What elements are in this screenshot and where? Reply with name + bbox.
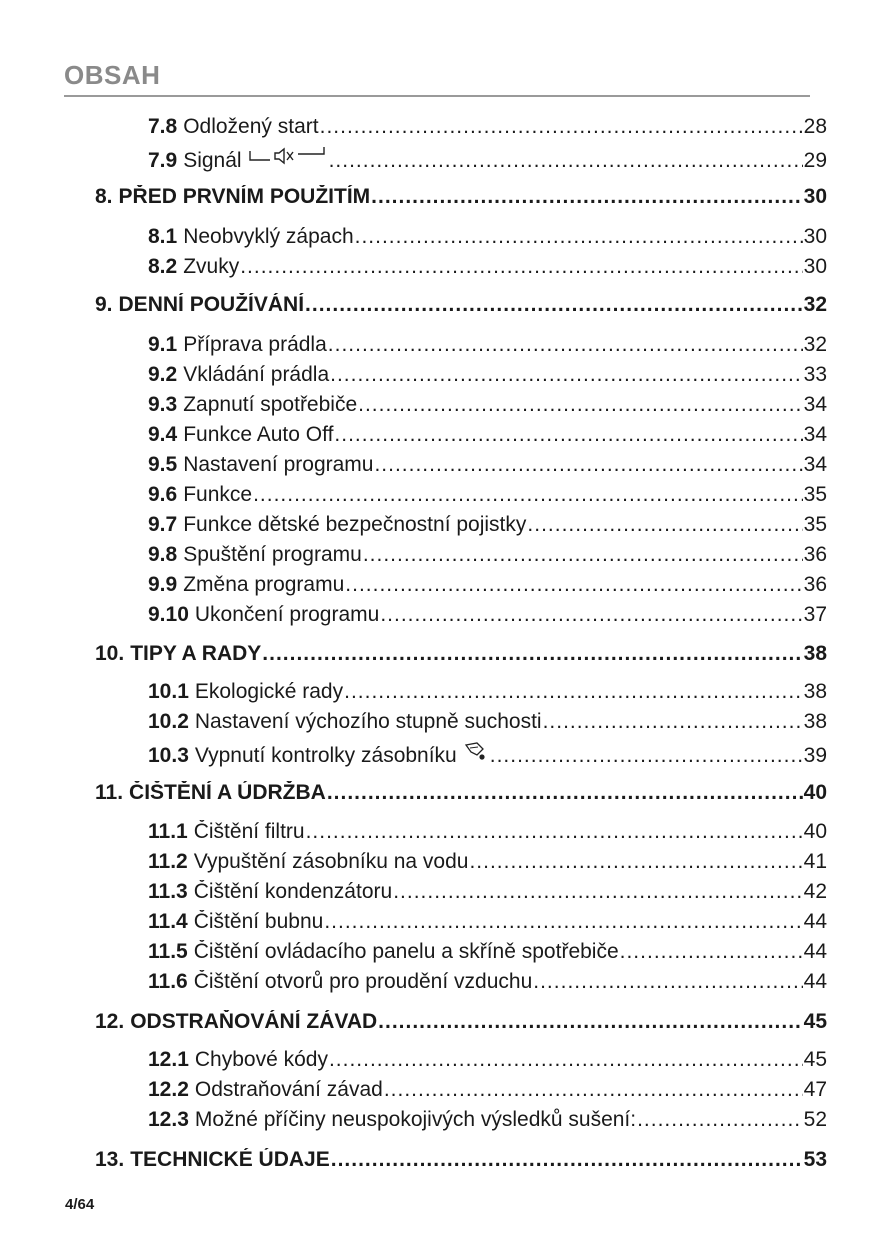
toc-number: 9. xyxy=(95,293,113,316)
toc-entry-row[interactable] xyxy=(148,680,827,704)
toc-number: 9.5 xyxy=(148,453,178,476)
dot-leader xyxy=(469,850,802,874)
dot-leader xyxy=(253,483,803,507)
toc-entry-row[interactable] xyxy=(148,513,827,537)
dot-leader xyxy=(637,1108,803,1132)
toc-page-number: 44 xyxy=(803,940,827,963)
dot-leader xyxy=(327,781,803,805)
toc-page-number: 36 xyxy=(803,573,827,596)
toc-entry-row[interactable] xyxy=(148,603,827,627)
toc-number: 10.2 xyxy=(148,710,189,733)
toc-entry-row[interactable] xyxy=(148,225,827,249)
toc-title: TECHNICKÉ ÚDAJE xyxy=(130,1148,330,1171)
toc-number: 12.2 xyxy=(148,1078,189,1101)
dot-leader xyxy=(527,513,802,537)
toc-entry-row[interactable] xyxy=(148,940,827,964)
toc-page-number: 30 xyxy=(803,185,827,208)
toc-entry-row[interactable] xyxy=(148,740,827,768)
toc-title: Příprava prádla xyxy=(183,333,327,356)
toc-page-number: 29 xyxy=(803,149,827,172)
toc-title: Čištění otvorů pro proudění vzduchu xyxy=(193,970,533,993)
toc-page-number: 32 xyxy=(803,333,827,356)
toc-title: PŘED PRVNÍM POUŽITÍM xyxy=(118,185,371,208)
toc-number: 9.7 xyxy=(148,513,178,536)
toc-number: 9.8 xyxy=(148,543,178,566)
toc-entry-row[interactable] xyxy=(148,483,827,507)
toc-entry-row[interactable] xyxy=(148,423,827,447)
toc-number: 11.5 xyxy=(148,940,188,963)
toc-section-row[interactable] xyxy=(95,185,827,209)
toc-number: 9.3 xyxy=(148,393,178,416)
dot-leader xyxy=(371,185,802,209)
toc-entry-row[interactable] xyxy=(148,880,827,904)
toc-number: 10.3 xyxy=(148,744,189,767)
dot-leader xyxy=(306,820,803,844)
toc-entry-row[interactable] xyxy=(148,970,827,994)
toc-title: Možné příčiny neuspokojivých výsledků sušení: xyxy=(194,1108,637,1131)
toc-title: Chybové kódy xyxy=(194,1048,328,1071)
toc-title: Čištění filtru xyxy=(193,820,305,843)
header-title: OBSAH xyxy=(64,60,161,90)
toc-page-number: 53 xyxy=(803,1148,827,1171)
toc-number: 7.9 xyxy=(148,149,178,172)
toc-page-number: 47 xyxy=(803,1078,827,1101)
dot-leader xyxy=(393,880,802,904)
dot-leader xyxy=(240,255,802,279)
toc-entry-row[interactable] xyxy=(148,393,827,417)
toc-title: Odložený start xyxy=(183,115,319,138)
toc-title: Vypuštění zásobníku na vodu xyxy=(193,850,469,873)
dot-leader xyxy=(355,225,803,249)
toc-number: 11.4 xyxy=(148,910,188,933)
dot-leader xyxy=(320,115,803,139)
toc-entry-row[interactable] xyxy=(148,145,827,173)
toc-page-number: 38 xyxy=(803,710,827,733)
toc-title: Vkládání prádla xyxy=(183,363,330,386)
toc-entry-row[interactable] xyxy=(148,1108,827,1132)
dot-leader xyxy=(384,1078,803,1102)
toc-page-number: 30 xyxy=(803,255,827,278)
toc-number: 11.2 xyxy=(148,850,188,873)
toc-number: 11.3 xyxy=(148,880,188,903)
toc-page-number: 38 xyxy=(803,680,827,703)
toc-title: Odstraňování závad xyxy=(194,1078,383,1101)
toc-number: 8.2 xyxy=(148,255,178,278)
toc-title: Ukončení programu xyxy=(194,603,380,626)
toc-number: 12.1 xyxy=(148,1048,189,1071)
toc-page-number: 36 xyxy=(803,543,827,566)
toc-entry-row[interactable] xyxy=(148,850,827,874)
toc-number: 9.6 xyxy=(148,483,178,506)
toc-section-row[interactable] xyxy=(95,1010,827,1034)
toc-page-number: 45 xyxy=(803,1010,827,1033)
toc-entry-row[interactable] xyxy=(148,543,827,567)
toc-title: TIPY A RADY xyxy=(130,642,262,665)
toc-title: Zapnutí spotřebiče xyxy=(183,393,358,416)
toc-number: 9.4 xyxy=(148,423,178,446)
toc-page-number: 34 xyxy=(803,453,827,476)
dot-leader xyxy=(533,970,802,994)
dot-leader xyxy=(380,603,802,627)
toc-page-number: 44 xyxy=(803,970,827,993)
toc-entry-row[interactable] xyxy=(148,255,827,279)
toc-number: 12. xyxy=(95,1010,125,1033)
toc-page-number: 38 xyxy=(803,642,827,665)
toc-page-number: 34 xyxy=(803,393,827,416)
sound-off-icon xyxy=(248,145,328,173)
toc-page-number: 40 xyxy=(803,820,827,843)
toc-title: Signál xyxy=(183,149,242,172)
dot-leader xyxy=(344,680,803,704)
dot-leader xyxy=(345,573,802,597)
toc-section-row[interactable] xyxy=(95,642,827,666)
toc-number: 7.8 xyxy=(148,115,178,138)
toc-title: Spuštění programu xyxy=(183,543,362,566)
toc-page-number: 44 xyxy=(803,910,827,933)
toc-title: Ekologické rady xyxy=(194,680,344,703)
toc-number: 9.1 xyxy=(148,333,178,356)
toc-entry-row[interactable] xyxy=(148,333,827,357)
toc-page-number: 37 xyxy=(803,603,827,626)
toc-page-number: 39 xyxy=(803,744,827,767)
toc-page-number: 45 xyxy=(803,1048,827,1071)
toc-page-number: 32 xyxy=(803,293,827,316)
toc-number: 10.1 xyxy=(148,680,189,703)
toc-number: 9.10 xyxy=(148,603,189,626)
toc-number: 11.6 xyxy=(148,970,188,993)
dot-leader xyxy=(358,393,803,417)
toc-number: 9.9 xyxy=(148,573,178,596)
dot-leader xyxy=(490,744,803,768)
toc-number: 11. xyxy=(95,781,124,804)
toc-entry-row[interactable] xyxy=(148,820,827,844)
toc-title: Čištění kondenzátoru xyxy=(193,880,393,903)
dot-leader xyxy=(329,1048,803,1072)
toc-title: Čištění bubnu xyxy=(193,910,324,933)
toc-section-row[interactable] xyxy=(95,1148,827,1172)
dot-leader xyxy=(330,363,803,387)
toc-number: 12.3 xyxy=(148,1108,189,1131)
toc-entry-row[interactable] xyxy=(148,710,827,734)
toc-title: Funkce xyxy=(183,483,253,506)
toc-page-number: 52 xyxy=(803,1108,827,1131)
dot-leader xyxy=(620,940,803,964)
dot-leader xyxy=(329,149,803,173)
toc-page-number: 40 xyxy=(803,781,827,804)
toc-page-number: 42 xyxy=(803,880,827,903)
toc-title: Nastavení programu xyxy=(183,453,374,476)
toc-title: Čištění ovládacího panelu a skříně spotřebiče xyxy=(193,940,619,963)
toc-page-number: 35 xyxy=(803,513,827,536)
toc-entry-row[interactable] xyxy=(148,363,827,387)
dot-leader xyxy=(305,293,803,317)
toc-title: Změna programu xyxy=(183,573,345,596)
toc-title: ODSTRAŇOVÁNÍ ZÁVAD xyxy=(130,1010,378,1033)
toc-title: Funkce dětské bezpečnostní pojistky xyxy=(183,513,527,536)
toc-entry-row[interactable] xyxy=(148,910,827,934)
toc-title: DENNÍ POUŽÍVÁNÍ xyxy=(118,293,305,316)
toc-title: Funkce Auto Off xyxy=(183,423,334,446)
dot-leader xyxy=(328,333,803,357)
toc-title: Neobvyklý zápach xyxy=(183,225,354,248)
dot-leader xyxy=(374,453,802,477)
toc-title: Vypnutí kontrolky zásobníku xyxy=(194,744,457,767)
toc-number: 8. xyxy=(95,185,113,208)
toc-entry-row[interactable] xyxy=(148,115,827,139)
toc-number: 8.1 xyxy=(148,225,178,248)
dot-leader xyxy=(378,1010,802,1034)
dot-leader xyxy=(262,642,802,666)
toc-page-number: 34 xyxy=(803,423,827,446)
dot-leader xyxy=(331,1148,803,1172)
toc-entry-row[interactable] xyxy=(148,573,827,597)
dot-leader xyxy=(543,710,803,734)
toc-section-row[interactable] xyxy=(95,293,827,317)
dot-leader xyxy=(324,910,802,934)
toc-section-row[interactable] xyxy=(95,781,827,805)
toc-page-number: 41 xyxy=(803,850,827,873)
toc-number: 11.1 xyxy=(148,820,188,843)
toc-number: 9.2 xyxy=(148,363,178,386)
dot-leader xyxy=(334,423,802,447)
toc-page-number: 28 xyxy=(803,115,827,138)
toc-title: Zvuky xyxy=(183,255,240,278)
toc-page-number: 33 xyxy=(803,363,827,386)
dot-leader xyxy=(363,543,803,567)
toc-page-number: 35 xyxy=(803,483,827,506)
toc-page-number: 30 xyxy=(803,225,827,248)
page-number: 4/64 xyxy=(65,1196,95,1213)
water-tank-icon xyxy=(463,740,489,768)
toc-entry-row[interactable] xyxy=(148,1078,827,1102)
toc-entry-row[interactable] xyxy=(148,1048,827,1072)
toc-entry-row[interactable] xyxy=(148,453,827,477)
toc-title: ČIŠTĚNÍ A ÚDRŽBA xyxy=(129,781,326,804)
toc-title: Nastavení výchozího stupně suchosti xyxy=(194,710,542,733)
toc-number: 13. xyxy=(95,1148,125,1171)
toc-number: 10. xyxy=(95,642,125,665)
